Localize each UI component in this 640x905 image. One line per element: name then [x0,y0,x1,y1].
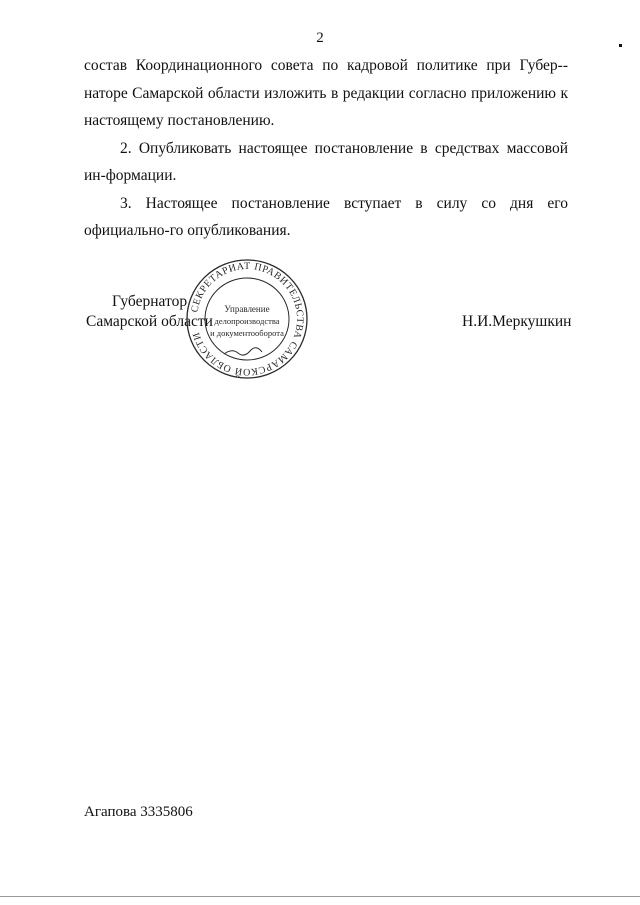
page-number: 2 [316,30,324,46]
page-bottom-edge [0,896,640,897]
official-stamp [184,256,310,382]
signature-title-line1: Губернатор [112,293,188,310]
scan-dot-mark [619,44,622,47]
executor-contact: Агапова 3335806 [84,804,193,820]
stamp-center-line1: Управление [224,304,270,314]
stamp-ring-textpath: СЕКРЕТАРИАТ ПРАВИТЕЛЬСТВА САМАРСКОЙ ОБЛАСТИ [189,260,306,378]
paragraph-3: 3. Настоящее постановление вступает в силу со дня его официально-го опубликования. [84,194,568,239]
document-body [84,52,568,245]
paragraph-2: 2. Опубликовать настоящее постановление в средствах массовой ин-формации. [84,139,568,184]
stamp-center-line3: и документооборота [210,328,284,338]
signature-title-line2: Самарской области [86,313,213,330]
stamp-center-line2: делопроизводства [214,316,280,326]
paragraph-1: состав Координационного совета по кадровой политике при Губер-наторе Самарской области изложить в редакции согласно приложению к настоящему постановлению. [84,57,568,129]
signer-name: Н.И.Меркушкин [462,313,572,330]
stamp-signature-scribble-icon [224,348,262,355]
